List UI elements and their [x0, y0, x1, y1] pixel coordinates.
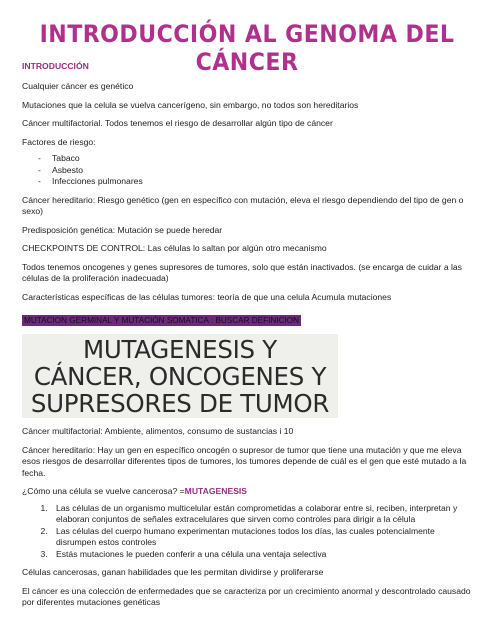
risk-factor-list	[22, 153, 474, 187]
question-paragraph	[22, 486, 474, 497]
page-title: INTRODUCCIÓN AL GENOMA DEL CÁNCER	[39, 20, 455, 76]
banner-line: SUPRESORES DE TUMOR	[30, 388, 330, 418]
paragraph: Predisposición genética: Mutación se puede heredar	[22, 224, 223, 235]
question-text: ¿Cómo una célula se vuelve cancerosa? =	[22, 486, 185, 497]
question-answer: MUTAGENESIS	[184, 486, 248, 497]
paragraph: CHECKPOINTS DE CONTROL: Las células lo saltan por algún otro mecanismo	[22, 243, 327, 254]
list-item: - Asbesto	[38, 165, 474, 176]
paragraph: Todos tenemos oncogenes y genes supresores de tumores, solo que están inactivados. (se encarga de cuidar a las células de la proliferación inadecuada)	[22, 261, 462, 284]
list-item: - Infecciones pulmonares	[38, 176, 474, 187]
highlighted-note: MUTACION GERMINAL Y MUTACIÓN SOMATICA : BUSCAR DEFINICION	[24, 316, 300, 326]
list-item: 1. Las células de un organismo multicelular están comprometidas a colaborar entre si, reciben, interpretan y elaboran conjuntos de señales extracelulares que sirven como controles para dirigir a la célula	[50, 503, 474, 526]
paragraph: Mutaciones que la celula se vuelva cancerígeno, sin embargo, no todos son hereditarios	[22, 99, 359, 110]
banner-line: MUTAGENESIS Y	[83, 334, 277, 364]
section-heading: INTRODUCCIÓN	[22, 61, 89, 71]
paragraph: Cáncer hereditario: Riesgo genético (gen en específico con mutación, eleva el riesgo dependiendo del tipo de gen o sexo)	[22, 194, 464, 216]
title-banner-image	[22, 334, 338, 418]
banner-line: CÁNCER, ONCOGENES Y	[33, 361, 327, 391]
list-item: 3. Estás mutaciones le pueden conferir a una célula una ventaja selectiva	[50, 549, 474, 560]
paragraph: Características específicas de las células tumores: teoría de que una celula Acumula mutaciones	[22, 291, 392, 302]
paragraph: Cualquier cáncer es genético	[22, 81, 134, 91]
paragraph: Cáncer hereditario: Hay un gen en específico oncogén o supresor de tumor que tiene una mutación y que me eleva esos riesgos de desarrollar diferentes tipos de tumores, los tumores depende de cuál es el gen que esté mutado a la fecha.	[22, 444, 467, 478]
paragraph: Cáncer multifactorial: Ambiente, alimentos, consumo de sustancias i 10	[22, 426, 294, 437]
paragraph: El cáncer es una colección de enfermedades que se caracteriza por un crecimiento anormal y descontrolado causado por diferentes mutaciones genéticas	[22, 585, 471, 607]
paragraph: Cáncer multifactorial. Todos tenemos el riesgo de desarrollar algún tipo de cáncer	[22, 118, 333, 129]
document-body	[22, 61, 474, 616]
numbered-list	[22, 503, 474, 560]
list-item: - Tabaco	[38, 153, 474, 164]
list-item: 2. Las células del cuerpo humano experimentan mutaciones todos los días, las cuales potencialmente disrumpen estos controles	[50, 526, 474, 549]
paragraph: Factores de riesgo:	[22, 136, 96, 147]
paragraph: Células cancerosas, ganan habilidades que les permitan dividirse y proliferarse	[22, 567, 324, 577]
